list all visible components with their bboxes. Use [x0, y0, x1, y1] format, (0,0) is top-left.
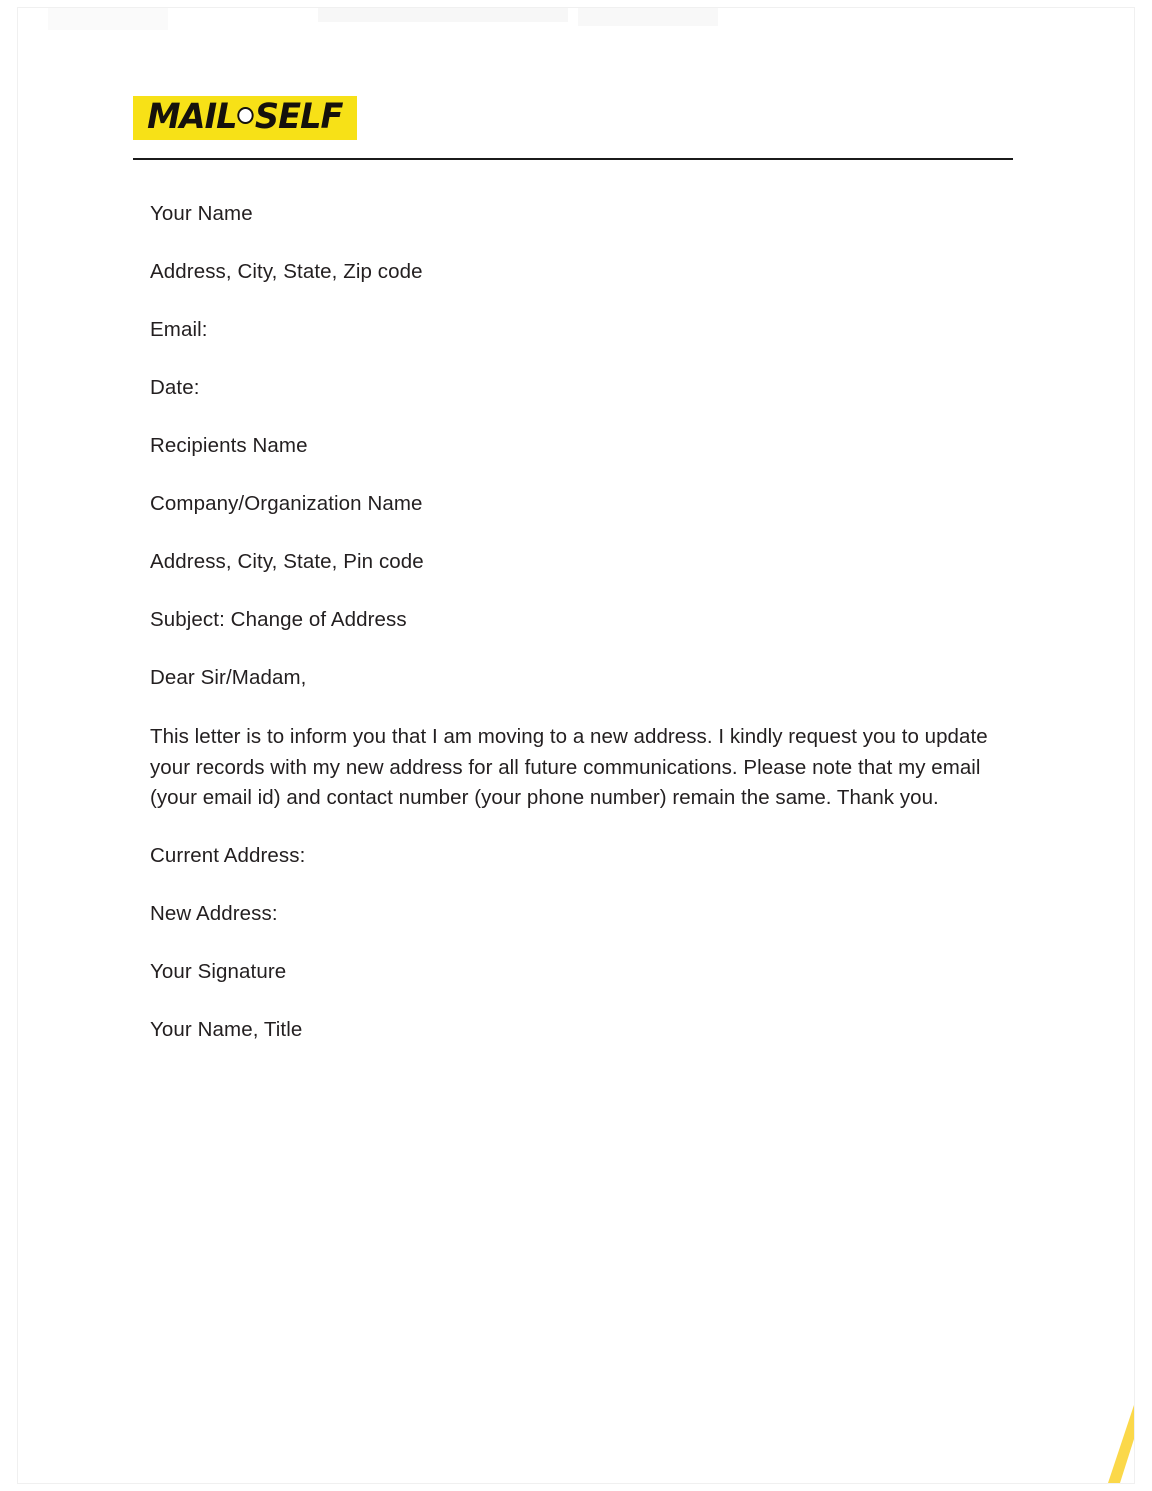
letterhead [133, 96, 1013, 160]
letter-line-name-title: Your Name, Title [150, 1017, 303, 1041]
letter-line-date: Date: [150, 376, 200, 400]
scan-artifact [318, 8, 568, 22]
letter-line-sender-address: Address, City, State, Zip code [150, 260, 423, 284]
letter-page [18, 8, 1134, 1483]
letter-line-signature: Your Signature [150, 959, 287, 983]
letter-line-subject: Subject: Change of Address [150, 608, 407, 632]
corner-fold-inner [1120, 1439, 1134, 1483]
mailself-logo [133, 96, 357, 140]
logo-dot-icon [238, 107, 254, 124]
letter-body-paragraph: This letter is to inform you that I am moving to a new address. I kindly request you to update your records with my new address for all future communications. Please note that my email (your email id) and contact number (your phone number) remain the same. Thank you. [150, 725, 988, 809]
header-divider [133, 158, 1013, 160]
logo-text-mail: MAIL [147, 97, 237, 137]
letter-line-your-name: Your Name [150, 202, 253, 225]
letter-line-recipient-name: Recipients Name [150, 434, 308, 458]
logo-text-self: SELF [254, 97, 343, 137]
letter-line-new-address: New Address: [150, 901, 278, 925]
letter-line-recipient-address: Address, City, State, Pin code [150, 550, 424, 574]
letter-line-email: Email: [150, 318, 208, 342]
letter-line-current-address: Current Address: [150, 843, 306, 867]
scan-artifact [578, 8, 718, 26]
letter-line-salutation: Dear Sir/Madam, [150, 666, 307, 690]
scan-artifact [48, 8, 168, 30]
logo-text-group [147, 97, 343, 137]
letter-line-company-name: Company/Organization Name [150, 492, 423, 516]
letter-body [150, 200, 1002, 1074]
